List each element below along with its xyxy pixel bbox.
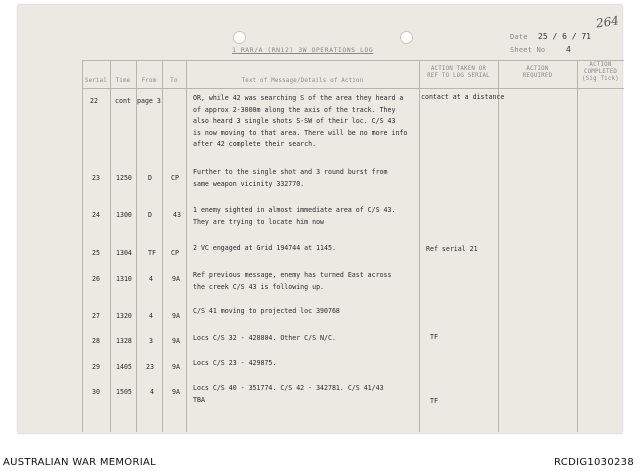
- col-rule: [162, 60, 163, 432]
- to-cell: CP: [171, 174, 179, 182]
- action-cell: TF: [430, 333, 438, 341]
- col-header-line: (Sig Tick): [582, 76, 619, 82]
- to-cell: 43: [173, 211, 181, 219]
- message-line: 2 VC engaged at Grid 194744 at 1145.: [193, 244, 336, 252]
- message-line: the creek C/S 43 is following up.: [193, 282, 325, 291]
- message-text: [193, 167, 388, 190]
- col-header-from: From: [141, 78, 157, 84]
- from-cell: TF: [148, 249, 156, 257]
- message-line: Locs C/S 23 - 429875.: [193, 359, 277, 367]
- col-header-action-taken: [419, 66, 498, 80]
- page-number-stamp: 264: [595, 13, 620, 31]
- time-cell: 1300: [116, 211, 132, 219]
- action-cell: Ref serial 21: [426, 245, 478, 253]
- serial-cell: 26: [92, 275, 100, 283]
- message-text: [193, 243, 336, 255]
- archive-credit: AUSTRALIAN WAR MEMORIAL: [3, 457, 156, 468]
- col-header-action-completed: [577, 62, 624, 83]
- col-header-line: ACTION: [526, 66, 549, 72]
- message-text: [193, 333, 336, 345]
- col-header-line: ACTION TAKEN OR: [430, 66, 487, 72]
- message-line: OR, while 42 was searching S of the area they heard a: [193, 94, 404, 102]
- archive-id: RCDIG1030238: [554, 457, 634, 468]
- punch-hole: [233, 31, 246, 44]
- from-cell: page 3: [137, 97, 161, 105]
- from-cell: 3: [149, 337, 153, 345]
- message-line: is now moving to that area. There will be no more info: [193, 128, 408, 137]
- message-line: C/S 41 moving to projected loc 390768: [193, 307, 340, 315]
- from-cell: D: [148, 174, 152, 182]
- serial-cell: 25: [92, 249, 100, 257]
- serial-cell: 24: [92, 211, 100, 219]
- table-top-rule: [82, 60, 624, 61]
- message-line: Locs C/S 40 - 351774. C/S 42 - 342781. C/S 41/43: [193, 384, 384, 392]
- to-cell: 9A: [172, 388, 180, 396]
- col-rule: [186, 60, 187, 432]
- message-line: They are trying to locate him now: [193, 217, 325, 226]
- time-cell: 1320: [116, 312, 132, 320]
- punch-hole: [400, 31, 413, 44]
- sheet-value: 4: [566, 45, 571, 54]
- col-header-time: Time: [115, 78, 131, 84]
- time-cell: 1505: [116, 388, 132, 396]
- time-cell: cont: [115, 97, 131, 105]
- date-value: 25 / 6 / 71: [538, 32, 591, 41]
- message-line: same weapon vicinity 332770.: [193, 179, 305, 188]
- message-line: TBA: [193, 395, 205, 404]
- message-line: Further to the single shot and 3 round burst from: [193, 168, 388, 176]
- col-rule: [577, 60, 578, 432]
- col-header-to: To: [170, 78, 178, 84]
- col-header-line: REF TO LOG SERIAL: [427, 73, 490, 79]
- message-text: [193, 93, 407, 151]
- message-text: [193, 383, 384, 406]
- message-line: after 42 complete their search.: [193, 140, 317, 148]
- message-text: [193, 358, 276, 370]
- from-cell: D: [148, 211, 152, 219]
- from-cell: 4: [150, 388, 154, 396]
- time-cell: 1304: [116, 249, 132, 257]
- col-header-line: COMPLETED: [583, 69, 618, 75]
- from-cell: 23: [146, 363, 154, 371]
- col-header-line: REQUIRED: [522, 73, 553, 79]
- time-cell: 1250: [116, 174, 132, 182]
- date-label: Date: [510, 33, 528, 41]
- col-rule: [136, 60, 137, 432]
- serial-cell: 23: [92, 174, 100, 182]
- message-text: [193, 205, 395, 228]
- col-header-line: ACTION: [589, 62, 612, 68]
- to-cell: 9A: [172, 275, 180, 283]
- serial-cell: 27: [92, 312, 100, 320]
- serial-cell: 22: [90, 97, 98, 105]
- serial-cell: 29: [92, 363, 100, 371]
- serial-cell: 28: [92, 337, 100, 345]
- to-cell: 9A: [172, 363, 180, 371]
- from-cell: 4: [149, 275, 153, 283]
- header-rule: [82, 88, 624, 89]
- to-cell: 9A: [172, 337, 180, 345]
- message-line: also heard 3 single shots S-SW of their loc. C/S 43: [193, 117, 396, 125]
- message-text: [193, 270, 392, 293]
- col-rule: [110, 60, 111, 432]
- sheet-label: Sheet No: [510, 46, 546, 54]
- message-line: of approx 2-3000m along the axis of the track. They: [193, 105, 396, 114]
- serial-cell: 30: [92, 388, 100, 396]
- col-header-serial: Serial: [84, 78, 108, 84]
- from-cell: 4: [149, 312, 153, 320]
- time-cell: 1310: [116, 275, 132, 283]
- to-cell: 9A: [172, 312, 180, 320]
- message-text: [193, 306, 340, 318]
- message-line: Locs C/S 32 - 428804. Other C/S N/C.: [193, 334, 336, 342]
- action-cell: contact at a distance: [421, 93, 505, 101]
- time-cell: 1328: [116, 337, 132, 345]
- message-line: 1 enemy sighted in almost immediate area of C/S 43.: [193, 206, 396, 214]
- to-cell: CP: [171, 249, 179, 257]
- col-rule: [419, 60, 420, 432]
- col-rule: [498, 60, 499, 432]
- col-header-action-required: [498, 66, 577, 80]
- time-cell: 1405: [116, 363, 132, 371]
- action-cell: TF: [430, 397, 438, 405]
- form-title: 1 RAR/A (RN12) 3W OPERATIONS LOG: [232, 46, 374, 54]
- col-rule: [82, 60, 83, 432]
- message-line: Ref previous message, enemy has turned East across: [193, 271, 392, 279]
- col-header-message: Text of Message/Details of Action: [241, 78, 364, 84]
